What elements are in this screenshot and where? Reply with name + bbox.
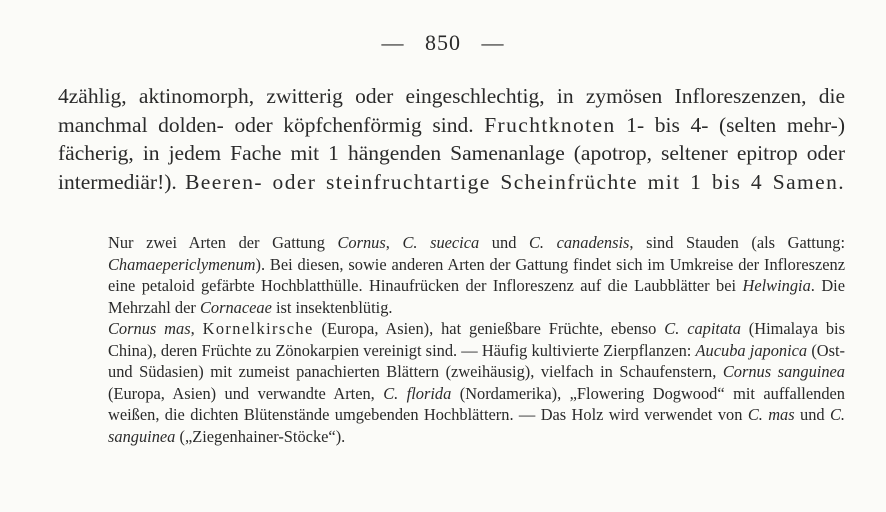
common-name-kornelkirsche: Kornelkirsche — [202, 319, 314, 338]
main-sentence-1: 4zählig, aktinomorph, zwitterig oder eingeschlechtig, in zymösen Infloreszenzen, die manchmal dolden- oder köpfchenförmig sind. — [58, 84, 845, 137]
taxon-c-suecica: C. suecica — [402, 233, 480, 252]
main-term-fruchtknoten: Fruchtknoten — [484, 112, 616, 137]
note1-text: und — [479, 233, 529, 252]
taxon-cornus: Cornus — [337, 233, 386, 252]
note2-text: (Europa, Asien), hat genießbare Früchte, ebenso — [313, 319, 665, 338]
note1-text: ist insektenblütig. — [271, 297, 393, 317]
note-paragraph-1 — [58, 232, 845, 318]
main-paragraph — [58, 82, 845, 196]
taxon-c-capitata: C. capitata — [664, 319, 741, 338]
taxon-cornus-sanguinea: Cornus sanguinea — [722, 362, 845, 381]
taxon-chamaepericlymenum: Chamaepericlymenum — [108, 254, 256, 274]
note2-text: , — [190, 319, 203, 338]
header-dash-left: — — [381, 30, 405, 55]
note2-text: und — [794, 405, 830, 424]
taxon-cornaceae: Cornaceae — [199, 297, 272, 317]
page-number: 850 — [425, 30, 461, 55]
note2-text: (Nordamerika), „Flowering Dogwood“ mit auffallenden weißen, die dichten Blütenstände umgebenden Hochblättern. — Das Holz wird verwendet von — [108, 383, 845, 424]
note2-text: („Ziegenhainer-Stöcke“). — [175, 426, 346, 446]
note1-text: . Die Mehrzahl der — [108, 276, 845, 317]
main-sentence-3: Beeren- oder steinfruchtartige Scheinfrüchte mit 1 bis 4 Samen. — [185, 169, 846, 194]
note1-text: , sind Stauden (als Gattung: — [629, 233, 845, 252]
page-header — [0, 30, 886, 56]
main-sentence-2: 1- bis 4- (selten mehr-) fächerig, in jedem Fache mit 1 hängenden Samenanlage (apotrop, seltener epitrop oder intermediär!). — [58, 112, 845, 194]
note1-text: Nur zwei Arten der Gattung — [108, 233, 338, 252]
note1-text: , — [385, 233, 403, 252]
taxon-aucuba-japonica: Aucuba japonica — [695, 340, 808, 360]
taxon-c-canadensis: C. canadensis — [528, 233, 630, 252]
taxon-c-mas: C. mas — [747, 405, 795, 424]
header-dash-right: — — [481, 30, 505, 55]
main-text-line — [58, 82, 845, 196]
taxon-helwingia: Helwingia — [742, 276, 811, 295]
note-paragraph-2 — [58, 318, 845, 447]
taxon-cornus-mas: Cornus mas — [108, 319, 191, 338]
note2-text: (Ost- und Südasien) mit zumeist panachierten Blättern (zweihäusig), vielfach in Schaufenstern, — [108, 340, 845, 381]
note2-text: (Europa, Asien) und verwandte Arten, — [108, 383, 384, 403]
taxon-c-sanguinea: C. sanguinea — [108, 405, 846, 446]
note2-text: (Himalaya bis China), deren Früchte zu Zönokarpien vereinigt sind. — Häufig kultivierte Zierpflanzen: — [108, 319, 845, 360]
taxon-c-florida: C. florida — [383, 383, 452, 403]
notes-block — [58, 232, 845, 447]
note1-text: ). Bei diesen, sowie anderen Arten der Gattung findet sich im Umkreise der Infloreszenz eine petaloid gefärbte Hochblatthülle. Hinaufrücken der Infloreszenz auf die Laubblätter bei — [108, 254, 845, 295]
